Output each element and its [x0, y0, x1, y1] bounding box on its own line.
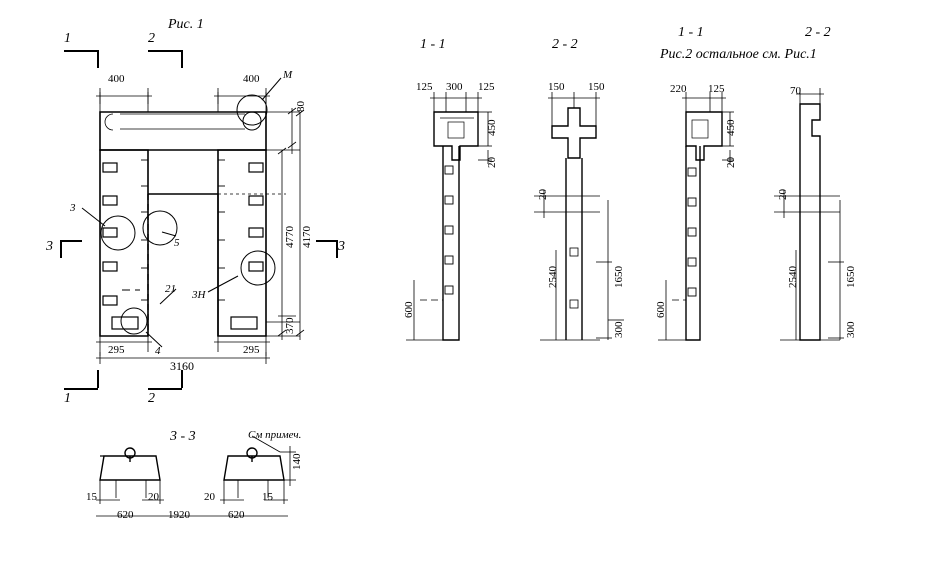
fig1-beam-node — [243, 112, 261, 130]
fig1-title: Рис. 1 — [168, 17, 204, 32]
fig1-dimension-lines — [96, 88, 304, 364]
s33-dim-15-left: 15 — [86, 491, 97, 503]
fig1-callout-M: M — [283, 69, 293, 81]
section-2-2-a-geometry — [552, 108, 596, 340]
mark-tick-2-top — [181, 50, 183, 68]
s11b-dim-450: 450 — [725, 119, 737, 136]
fig1-dim-total-width: 3160 — [170, 359, 194, 373]
fig1-dim-80: 80 — [295, 101, 307, 112]
fig1-callout-3: 3 — [70, 202, 76, 214]
s22a-dim-150-left: 150 — [548, 81, 565, 93]
fig1-dim-370: 370 — [284, 317, 296, 334]
fig1-callout-3H: 3Н — [192, 289, 206, 301]
s11b-dim-125: 125 — [708, 83, 725, 95]
s11b-dim-20: 20 — [725, 157, 737, 168]
s11a-dim-20: 20 — [486, 157, 498, 168]
s22a-dim-20: 20 — [537, 189, 549, 200]
fig1-callout-21: 21 — [165, 283, 176, 295]
mark-tick-1-bottom — [97, 370, 99, 388]
fig1-mark-2-top: 2 — [148, 31, 155, 46]
s22b-dim-1650: 1650 — [845, 266, 857, 288]
mark-line-3-right — [316, 240, 338, 242]
fig1-dim-top-right: 400 — [243, 73, 260, 85]
fig2-note: Рис.2 остальное см. Рис.1 — [660, 47, 817, 62]
s22b-dim-300: 300 — [845, 321, 857, 338]
s11a-dim-300: 300 — [446, 81, 463, 93]
s22b-dim-2540: 2540 — [787, 266, 799, 288]
title-section-1-1-b: 1 - 1 — [678, 25, 704, 40]
s22a-dim-1650: 1650 — [613, 266, 625, 288]
s33-dim-20-right: 20 — [204, 491, 215, 503]
fig1-dim-top-left: 400 — [108, 73, 125, 85]
title-section-1-1-a: 1 - 1 — [420, 37, 446, 52]
detail-circle-3n — [241, 251, 275, 285]
fig1-dim-4170: 4170 — [301, 226, 313, 248]
detail-circle-M — [237, 95, 267, 125]
fig1-dim-bottom-right: 295 — [243, 344, 260, 356]
s33-dim-1920: 1920 — [168, 509, 190, 521]
mark-tick-3-left — [60, 240, 62, 258]
s11b-dim-220: 220 — [670, 83, 687, 95]
s33-dim-620-left: 620 — [117, 509, 134, 521]
title-section-3-3: 3 - 3 — [170, 429, 196, 444]
fig1-frame-outline — [100, 112, 266, 336]
detail-circle-5 — [143, 211, 177, 245]
s33-dim-620-right: 620 — [228, 509, 245, 521]
fig1-mark-1-top: 1 — [64, 31, 71, 46]
s22b-dim-70: 70 — [790, 85, 801, 97]
section-3-3-geometry — [100, 448, 284, 480]
mark-tick-1-top — [97, 50, 99, 68]
s33-dim-140: 140 — [291, 453, 303, 470]
s22a-dim-2540: 2540 — [547, 266, 559, 288]
mark-line-1-bottom — [64, 388, 98, 390]
section-2-2-b-geometry — [800, 104, 820, 340]
s33-dim-20-left: 20 — [148, 491, 159, 503]
s22a-dim-150-right: 150 — [588, 81, 605, 93]
s11a-dim-450: 450 — [486, 119, 498, 136]
s33-dim-15-right: 15 — [262, 491, 273, 503]
fig1-callout-4: 4 — [155, 345, 161, 357]
title-section-2-2-b: 2 - 2 — [805, 25, 831, 40]
title-section-2-2-a: 2 - 2 — [552, 37, 578, 52]
mark-line-2-bottom — [148, 388, 182, 390]
mark-line-1-top — [64, 50, 98, 52]
fig1-embeds-right — [231, 163, 263, 329]
s11a-dim-125-left: 125 — [416, 81, 433, 93]
detail-circle-3 — [101, 216, 135, 250]
fig1-mark-3-right: 3 — [338, 239, 345, 254]
fig1-embeds-left — [103, 163, 138, 329]
fig1-mark-2-bottom: 2 — [148, 391, 155, 406]
section-1-1-b-geometry — [686, 112, 722, 340]
fig1-callout-5: 5 — [174, 237, 180, 249]
see-note-label: См примеч. — [248, 429, 302, 441]
mark-line-3-left — [60, 240, 82, 242]
fig1-mark-3-left: 3 — [46, 239, 53, 254]
s11a-dim-125-right: 125 — [478, 81, 495, 93]
fig1-dim-4770: 4770 — [284, 226, 296, 248]
fig1-dim-bottom-left: 295 — [108, 344, 125, 356]
s22a-dim-300: 300 — [613, 321, 625, 338]
mark-tick-3-right — [336, 240, 338, 258]
s22b-dim-20: 20 — [777, 189, 789, 200]
section-1-1-a-geometry — [434, 112, 478, 340]
s11a-dim-600: 600 — [403, 301, 415, 318]
s11b-dim-600: 600 — [655, 301, 667, 318]
mark-line-2-top — [148, 50, 182, 52]
detail-circle-4 — [121, 308, 147, 334]
fig1-mark-1-bottom: 1 — [64, 391, 71, 406]
